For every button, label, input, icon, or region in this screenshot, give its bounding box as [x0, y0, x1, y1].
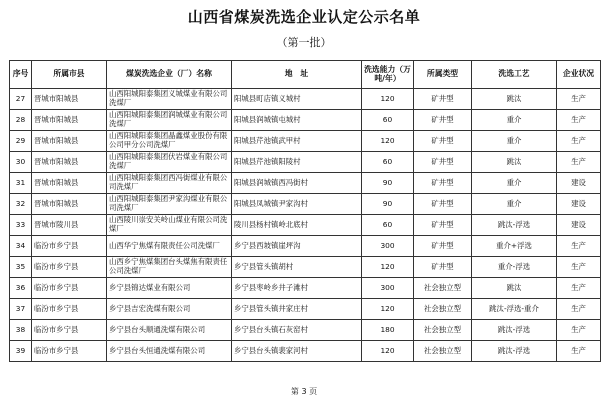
cell-status: 生产: [557, 110, 601, 131]
cell-type: 矿井型: [414, 89, 472, 110]
cell-capacity: 60: [362, 110, 414, 131]
cell-status: 生产: [557, 341, 601, 362]
cell-process: 重介-浮选: [472, 257, 557, 278]
cell-company: 山西阳城阳泰集团伏岩煤业有限公司洗煤厂: [107, 152, 232, 173]
cell-company: 乡宁县台头恒通洗煤有限公司: [107, 341, 232, 362]
cell-address: 乡宁县管头镇井家庄村: [232, 299, 362, 320]
cell-status: 建设: [557, 215, 601, 236]
cell-address: 阳城县润城镇屯城村: [232, 110, 362, 131]
cell-type: 矿井型: [414, 194, 472, 215]
cell-seq: 33: [10, 215, 32, 236]
cell-capacity: 180: [362, 320, 414, 341]
cell-address: 陵川县杨村镇岭北底村: [232, 215, 362, 236]
cell-address: 乡宁县台头镇裴家河村: [232, 341, 362, 362]
cell-status: 生产: [557, 257, 601, 278]
cell-company: 山西陵川崇安关岭山煤业有限公司洗煤厂: [107, 215, 232, 236]
header-address: 地 址: [232, 61, 362, 89]
cell-company: 乡宁县吉宏洗煤有限公司: [107, 299, 232, 320]
cell-type: 矿井型: [414, 257, 472, 278]
table-row: [10, 341, 601, 362]
cell-seq: 35: [10, 257, 32, 278]
cell-seq: 28: [10, 110, 32, 131]
cell-capacity: 120: [362, 299, 414, 320]
cell-type: 社会独立型: [414, 320, 472, 341]
cell-seq: 36: [10, 278, 32, 299]
cell-status: 生产: [557, 278, 601, 299]
cell-city-county: 晋城市阳城县: [32, 89, 107, 110]
cell-process: 重介: [472, 194, 557, 215]
cell-city-county: 临汾市乡宁县: [32, 341, 107, 362]
cell-process: 重介+浮选: [472, 236, 557, 257]
cell-company: 山西阳城阳泰集团西冯街煤业有限公司洗煤厂: [107, 173, 232, 194]
cell-type: 社会独立型: [414, 278, 472, 299]
cell-capacity: 90: [362, 194, 414, 215]
cell-address: 乡宁县枣岭乡井子滩村: [232, 278, 362, 299]
cell-address: 乡宁县台头镇石灰窑村: [232, 320, 362, 341]
cell-seq: 27: [10, 89, 32, 110]
cell-type: 矿井型: [414, 131, 472, 152]
cell-city-county: 晋城市阳城县: [32, 173, 107, 194]
header-process: 洗选工艺: [472, 61, 557, 89]
cell-capacity: 300: [362, 278, 414, 299]
company-list-table: [9, 60, 601, 362]
cell-city-county: 晋城市陵川县: [32, 215, 107, 236]
table-row: [10, 110, 601, 131]
cell-process: 跳汰: [472, 152, 557, 173]
cell-seq: 32: [10, 194, 32, 215]
cell-city-county: 临汾市乡宁县: [32, 257, 107, 278]
cell-capacity: 120: [362, 89, 414, 110]
cell-status: 生产: [557, 152, 601, 173]
header-status: 企业状况: [557, 61, 601, 89]
header-type: 所属类型: [414, 61, 472, 89]
cell-status: 建设: [557, 194, 601, 215]
cell-status: 生产: [557, 320, 601, 341]
cell-company: 山西阳城阳泰集团晶鑫煤业股份有限公司甲分公司洗煤厂: [107, 131, 232, 152]
cell-type: 社会独立型: [414, 341, 472, 362]
cell-city-county: 晋城市阳城县: [32, 131, 107, 152]
cell-capacity: 120: [362, 341, 414, 362]
cell-company: 山西乡宁焦煤集团台头煤焦有限责任公司洗煤厂: [107, 257, 232, 278]
table-row: [10, 320, 601, 341]
cell-address: 阳城县凤城镇尹家沟村: [232, 194, 362, 215]
table-row: [10, 278, 601, 299]
cell-company: 山西阳城阳泰集团润城煤业有限公司洗煤厂: [107, 110, 232, 131]
cell-company: 山西阳城阳泰集团尹家沟煤业有限公司洗煤厂: [107, 194, 232, 215]
header-company: 煤炭洗选企业（厂）名称: [107, 61, 232, 89]
cell-process: 重介: [472, 173, 557, 194]
cell-address: 乡宁县管头镇胡村: [232, 257, 362, 278]
cell-city-county: 晋城市阳城县: [32, 152, 107, 173]
table-row: [10, 89, 601, 110]
cell-seq: 30: [10, 152, 32, 173]
table-row: [10, 215, 601, 236]
cell-address: 乡宁县西坡镇崖坪沟: [232, 236, 362, 257]
cell-process: 跳汰: [472, 278, 557, 299]
cell-capacity: 60: [362, 152, 414, 173]
table-row: [10, 236, 601, 257]
cell-process: 跳汰-浮选: [472, 320, 557, 341]
cell-type: 矿井型: [414, 173, 472, 194]
cell-address: 阳城县芹池镇阳陵村: [232, 152, 362, 173]
cell-city-county: 临汾市乡宁县: [32, 236, 107, 257]
table-row: [10, 194, 601, 215]
cell-capacity: 90: [362, 173, 414, 194]
cell-company: 山西阳城阳泰集团义城煤业有限公司洗煤厂: [107, 89, 232, 110]
table-row: [10, 173, 601, 194]
header-city-county: 所属市县: [32, 61, 107, 89]
table-row: [10, 131, 601, 152]
cell-capacity: 120: [362, 131, 414, 152]
page-title: 山西省煤炭洗选企业认定公示名单: [187, 8, 421, 26]
cell-type: 矿井型: [414, 152, 472, 173]
cell-city-county: 晋城市阳城县: [32, 194, 107, 215]
batch-subtitle: （第一批）: [276, 36, 332, 49]
cell-process: 跳汰: [472, 89, 557, 110]
cell-seq: 34: [10, 236, 32, 257]
cell-city-county: 晋城市阳城县: [32, 110, 107, 131]
cell-type: 矿井型: [414, 236, 472, 257]
cell-status: 生产: [557, 299, 601, 320]
cell-status: 生产: [557, 89, 601, 110]
cell-city-county: 临汾市乡宁县: [32, 278, 107, 299]
table-header-row: [10, 61, 601, 89]
cell-capacity: 120: [362, 257, 414, 278]
cell-company: 乡宁县台头顺通洗煤有限公司: [107, 320, 232, 341]
cell-company: 山西华宁焦煤有限责任公司洗煤厂: [107, 236, 232, 257]
cell-process: 跳汰-浮选-重介: [472, 299, 557, 320]
cell-type: 社会独立型: [414, 299, 472, 320]
header-capacity: 洗选能力（万吨/年）: [362, 61, 414, 89]
page-number: 第 3 页: [290, 387, 318, 396]
header-seq: 序号: [10, 61, 32, 89]
cell-seq: 31: [10, 173, 32, 194]
cell-process: 重介: [472, 110, 557, 131]
table-row: [10, 257, 601, 278]
table-row: [10, 152, 601, 173]
cell-process: 跳汰-浮选: [472, 341, 557, 362]
cell-seq: 39: [10, 341, 32, 362]
table-row: [10, 299, 601, 320]
cell-seq: 37: [10, 299, 32, 320]
cell-type: 矿井型: [414, 215, 472, 236]
cell-address: 阳城县町店镇义城村: [232, 89, 362, 110]
cell-status: 建设: [557, 173, 601, 194]
cell-type: 矿井型: [414, 110, 472, 131]
cell-seq: 38: [10, 320, 32, 341]
cell-status: 生产: [557, 131, 601, 152]
cell-capacity: 60: [362, 215, 414, 236]
cell-city-county: 临汾市乡宁县: [32, 320, 107, 341]
cell-address: 阳城县润城镇西冯街村: [232, 173, 362, 194]
cell-seq: 29: [10, 131, 32, 152]
cell-company: 乡宁县锦达煤业有限公司: [107, 278, 232, 299]
cell-address: 阳城县芹池镇武甲村: [232, 131, 362, 152]
cell-city-county: 临汾市乡宁县: [32, 299, 107, 320]
cell-capacity: 300: [362, 236, 414, 257]
cell-process: 跳汰-浮选: [472, 215, 557, 236]
cell-status: 生产: [557, 236, 601, 257]
cell-process: 重介: [472, 131, 557, 152]
